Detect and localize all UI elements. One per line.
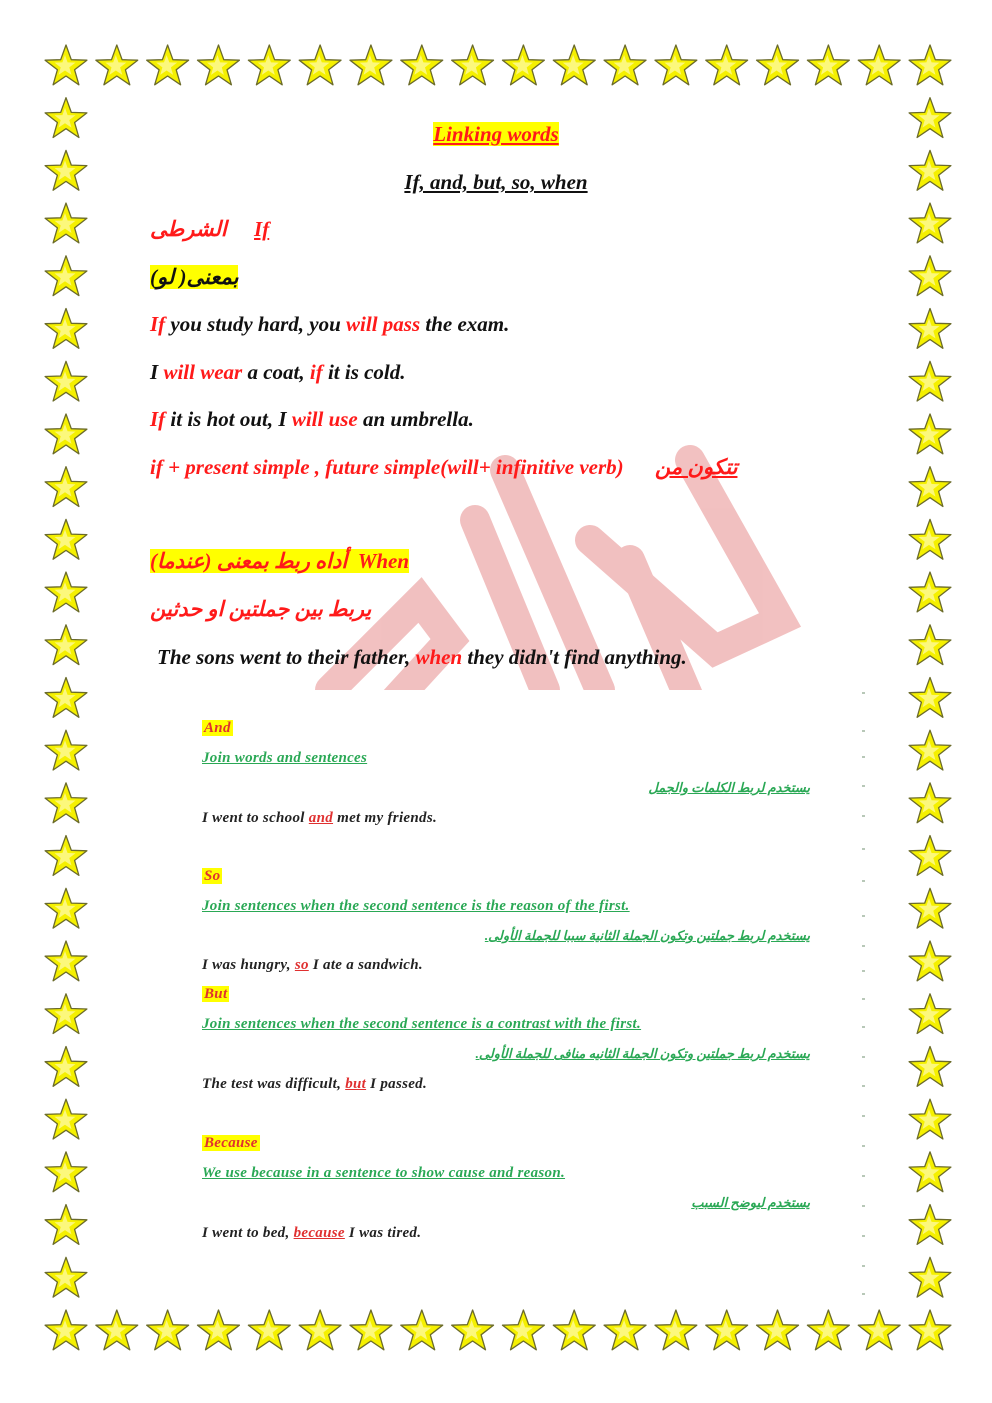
star-icon (909, 203, 951, 243)
so-description: Join sentences when the second sentence is the reason of the first. (202, 898, 630, 914)
star-icon (452, 1310, 494, 1350)
star-icon (503, 1310, 545, 1350)
star-icon (401, 45, 443, 85)
star-icon (807, 1310, 849, 1350)
star-icon (604, 1310, 646, 1350)
star-icon (909, 1099, 951, 1139)
star-icon (655, 45, 697, 85)
star-icon (909, 361, 951, 401)
star-icon (45, 1099, 87, 1139)
star-icon (858, 1310, 900, 1350)
page-title: Linking words (433, 122, 559, 146)
because-description-ar: يستخدم ليوضح السبب (691, 1195, 810, 1210)
star-icon (909, 730, 951, 770)
and-heading: And (204, 720, 231, 736)
star-icon (909, 888, 951, 928)
star-icon (147, 45, 189, 85)
star-icon (96, 45, 138, 85)
star-icon (45, 625, 87, 665)
star-icon (45, 1310, 87, 1350)
star-icon (45, 1047, 87, 1087)
and-description: Join words and sentences (202, 750, 368, 766)
star-icon (909, 519, 951, 559)
page-subtitle: If, and, but, so, when (404, 170, 588, 194)
star-icon (757, 45, 799, 85)
star-icon (909, 836, 951, 876)
star-icon (706, 45, 748, 85)
star-icon (909, 1257, 951, 1297)
star-icon (147, 1310, 189, 1350)
star-icon (45, 994, 87, 1034)
when-description: يربط بين جملتين او حدثين (150, 597, 372, 621)
star-icon (401, 1310, 443, 1350)
because-description: We use because in a sentence to show cause and reason. (202, 1165, 566, 1181)
so-heading: So (204, 868, 221, 884)
star-icon (248, 1310, 290, 1350)
star-icon (45, 203, 87, 243)
star-icon (655, 1310, 697, 1350)
star-icon (553, 1310, 595, 1350)
because-example: I went to bed, because I was tired. (202, 1225, 422, 1241)
but-description: Join sentences when the second sentence is a contrast with the first. (202, 1016, 642, 1032)
star-icon (909, 625, 951, 665)
star-icon (909, 467, 951, 507)
star-icon (45, 783, 87, 823)
star-icon (45, 1152, 87, 1192)
star-icon (45, 1205, 87, 1245)
star-icon (553, 45, 595, 85)
star-icon (909, 1152, 951, 1192)
because-heading: Because (204, 1135, 258, 1151)
star-icon (858, 45, 900, 85)
but-heading: But (204, 986, 228, 1002)
and-description-ar: يستخدم لربط الكلمات والجمل (648, 780, 810, 795)
but-description-ar: يستخدم لربط جملتين وتكون الجملة الثانيه منافى للجملة الأولى. (475, 1046, 810, 1061)
star-icon (45, 1257, 87, 1297)
star-icon (45, 45, 87, 85)
star-icon (604, 45, 646, 85)
star-icon (45, 309, 87, 349)
if-meaning: بمعنى( لو) (150, 265, 239, 289)
panel-edge-dots (862, 690, 868, 1300)
star-icon (45, 678, 87, 718)
star-icon (45, 572, 87, 612)
but-example: The test was difficult, but I passed. (202, 1076, 428, 1092)
and-example: I went to school and met my friends. (202, 810, 438, 826)
star-icon (45, 519, 87, 559)
star-icon (909, 994, 951, 1034)
star-icon (45, 361, 87, 401)
star-icon (350, 1310, 392, 1350)
when-example: The sons went to their father, when they didn't find anything. (157, 645, 687, 669)
star-icon (909, 783, 951, 823)
star-icon (909, 414, 951, 454)
if-example-3: If it is hot out, I will use an umbrella. (150, 407, 474, 431)
if-rule: if + present simple , future simple(will+ infinitive verb) تتكون من (150, 455, 738, 479)
star-icon (248, 45, 290, 85)
star-icon (45, 467, 87, 507)
so-description-ar: يستخدم لربط جملتين وتكون الجملة الثانية سببا للجملة الأولى. (484, 928, 810, 943)
star-icon (299, 45, 341, 85)
star-icon (96, 1310, 138, 1350)
star-icon (807, 45, 849, 85)
star-icon (45, 836, 87, 876)
so-example: I was hungry, so I ate a sandwich. (202, 957, 423, 973)
star-icon (706, 1310, 748, 1350)
star-icon (909, 1310, 951, 1350)
star-icon (45, 414, 87, 454)
star-icon (503, 45, 545, 85)
star-icon (757, 1310, 799, 1350)
star-icon (45, 888, 87, 928)
star-icon (909, 572, 951, 612)
star-icon (909, 1205, 951, 1245)
star-icon (909, 941, 951, 981)
star-icon (909, 678, 951, 718)
star-icon (909, 45, 951, 85)
conjunctions-panel (168, 690, 868, 1300)
star-icon (45, 941, 87, 981)
star-icon (198, 45, 240, 85)
if-example-2: I will wear a coat, if it is cold. (150, 360, 406, 384)
star-icon (909, 1047, 951, 1087)
star-icon (45, 256, 87, 296)
if-example-1: If you study hard, you will pass the exam. (150, 312, 510, 336)
star-icon (350, 45, 392, 85)
star-icon (909, 256, 951, 296)
star-icon (299, 1310, 341, 1350)
if-heading: الشرطى If (150, 217, 270, 241)
when-heading: أداه ربط بمعنى (عندما) When (150, 549, 410, 573)
star-icon (452, 45, 494, 85)
star-icon (198, 1310, 240, 1350)
star-icon (909, 309, 951, 349)
star-icon (45, 730, 87, 770)
